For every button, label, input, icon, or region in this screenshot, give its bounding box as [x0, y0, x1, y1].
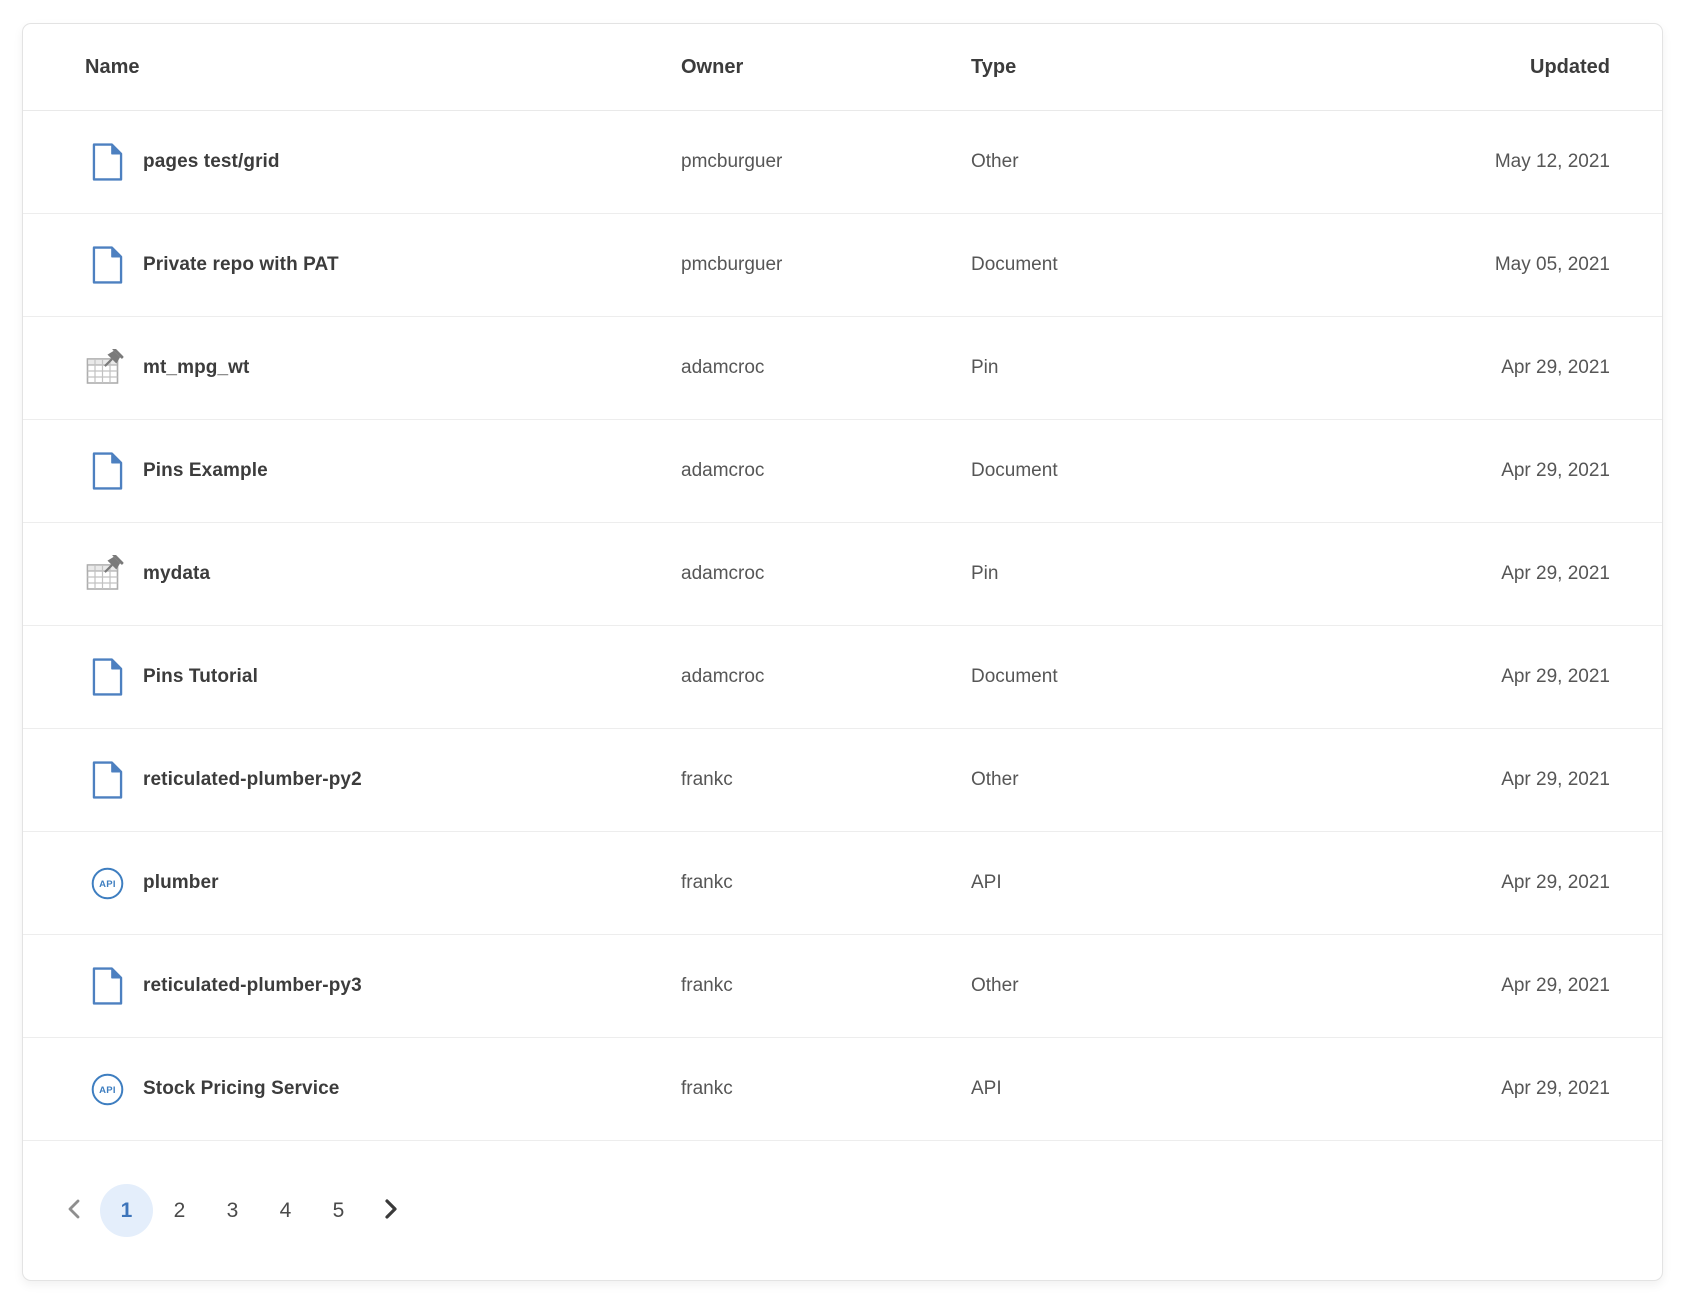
- owner-cell: frankc: [681, 872, 733, 893]
- updated-cell: Apr 29, 2021: [1501, 1078, 1610, 1099]
- resource-name: pages test/grid: [143, 151, 280, 172]
- resource-name: reticulated-plumber-py3: [143, 975, 362, 996]
- pagination: [23, 1141, 1662, 1280]
- page-number-button-1[interactable]: 1: [100, 1184, 153, 1237]
- table-row[interactable]: [23, 523, 1662, 626]
- resource-name: Private repo with PAT: [143, 254, 339, 275]
- name-cell: [85, 140, 681, 184]
- table-body: [23, 111, 1662, 1141]
- content-list-card: [22, 23, 1663, 1281]
- type-cell: Other: [971, 151, 1019, 172]
- pinned-table-icon: [85, 552, 129, 596]
- svg-text:API: API: [98, 878, 116, 890]
- owner-cell: frankc: [681, 975, 733, 996]
- table-row[interactable]: [23, 111, 1662, 214]
- name-cell: [85, 243, 681, 287]
- name-cell: [85, 758, 681, 802]
- updated-cell: May 05, 2021: [1494, 254, 1610, 275]
- table-row[interactable]: [23, 1038, 1662, 1141]
- updated-cell: Apr 29, 2021: [1501, 975, 1610, 996]
- chevron-left-icon: [65, 1198, 83, 1223]
- resource-name: mt_mpg_wt: [143, 357, 250, 378]
- document-icon: [85, 243, 129, 287]
- resource-name: Pins Tutorial: [143, 666, 258, 687]
- document-icon: [85, 758, 129, 802]
- chevron-right-icon: [382, 1198, 400, 1223]
- resource-name: Stock Pricing Service: [143, 1078, 340, 1099]
- table-row[interactable]: [23, 935, 1662, 1038]
- table-row[interactable]: [23, 626, 1662, 729]
- name-cell: [85, 346, 681, 390]
- next-page-button[interactable]: [371, 1191, 411, 1231]
- name-cell: [85, 964, 681, 1008]
- name-cell: [85, 655, 681, 699]
- table-row[interactable]: [23, 420, 1662, 523]
- page-number-button-3[interactable]: 3: [206, 1184, 259, 1237]
- previous-page-button[interactable]: [54, 1191, 94, 1231]
- owner-cell: adamcroc: [681, 666, 765, 687]
- type-cell: API: [971, 1078, 1002, 1099]
- column-header-type[interactable]: Type: [971, 55, 1017, 78]
- table-row[interactable]: [23, 832, 1662, 935]
- document-icon: [85, 964, 129, 1008]
- table-row[interactable]: [23, 729, 1662, 832]
- column-header-owner[interactable]: Owner: [681, 55, 744, 78]
- owner-cell: adamcroc: [681, 357, 765, 378]
- page-number-button-2[interactable]: 2: [153, 1184, 206, 1237]
- updated-cell: Apr 29, 2021: [1501, 769, 1610, 790]
- pinned-table-icon: [85, 346, 129, 390]
- type-cell: Pin: [971, 357, 999, 378]
- updated-cell: Apr 29, 2021: [1501, 563, 1610, 584]
- document-icon: [85, 655, 129, 699]
- document-icon: [85, 140, 129, 184]
- resource-name: Pins Example: [143, 460, 268, 481]
- type-cell: Other: [971, 975, 1019, 996]
- page-number-list: [100, 1184, 365, 1237]
- updated-cell: Apr 29, 2021: [1501, 357, 1610, 378]
- page-number-button-4[interactable]: 4: [259, 1184, 312, 1237]
- type-cell: API: [971, 872, 1002, 893]
- owner-cell: adamcroc: [681, 563, 765, 584]
- owner-cell: frankc: [681, 769, 733, 790]
- type-cell: Document: [971, 666, 1058, 687]
- owner-cell: pmcburguer: [681, 151, 783, 172]
- resource-name: plumber: [143, 872, 219, 893]
- resource-name: reticulated-plumber-py2: [143, 769, 362, 790]
- api-icon: [85, 861, 129, 905]
- column-header-name[interactable]: Name: [85, 55, 140, 78]
- owner-cell: pmcburguer: [681, 254, 783, 275]
- document-icon: [85, 449, 129, 493]
- column-header-updated[interactable]: Updated: [1530, 55, 1610, 78]
- table-header-row: [23, 24, 1662, 111]
- name-cell: [85, 449, 681, 493]
- owner-cell: adamcroc: [681, 460, 765, 481]
- type-cell: Document: [971, 460, 1058, 481]
- type-cell: Pin: [971, 563, 999, 584]
- page-number-button-5[interactable]: 5: [312, 1184, 365, 1237]
- name-cell: [85, 1067, 681, 1111]
- resource-name: mydata: [143, 563, 211, 584]
- svg-text:API: API: [98, 1084, 116, 1096]
- type-cell: Document: [971, 254, 1058, 275]
- name-cell: [85, 552, 681, 596]
- updated-cell: Apr 29, 2021: [1501, 666, 1610, 687]
- updated-cell: Apr 29, 2021: [1501, 872, 1610, 893]
- type-cell: Other: [971, 769, 1019, 790]
- owner-cell: frankc: [681, 1078, 733, 1099]
- name-cell: [85, 861, 681, 905]
- updated-cell: Apr 29, 2021: [1501, 460, 1610, 481]
- table-row[interactable]: [23, 317, 1662, 420]
- api-icon: [85, 1067, 129, 1111]
- table-row[interactable]: [23, 214, 1662, 317]
- updated-cell: May 12, 2021: [1494, 151, 1610, 172]
